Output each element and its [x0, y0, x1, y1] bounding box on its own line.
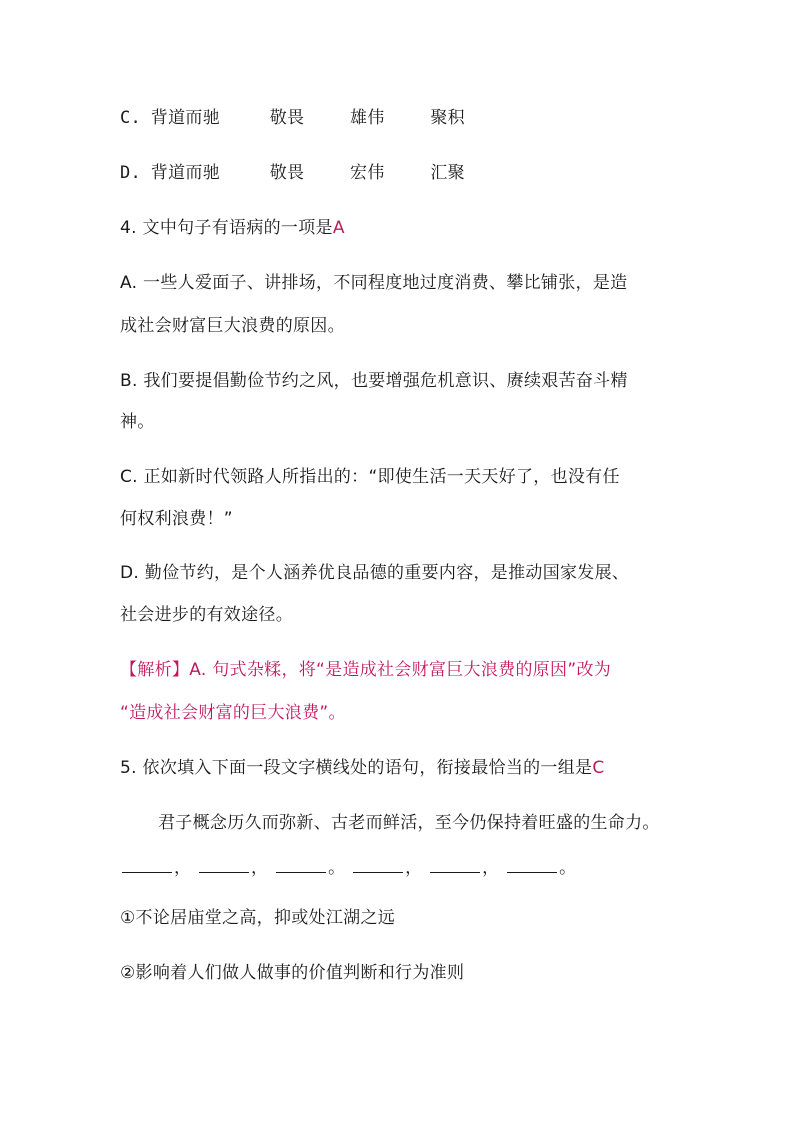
- q4-option-b-line-2: 神。: [120, 412, 155, 432]
- option-word-3: 雄伟: [350, 108, 385, 128]
- answer-key: C: [592, 758, 605, 778]
- q4-option-d-line-2: 社会进步的有效途径。: [120, 605, 293, 625]
- blank-line: [507, 856, 557, 873]
- question-5-stem: [120, 756, 605, 780]
- blank-line: [353, 856, 403, 873]
- q4-analysis-line-1: 【解析】A. 句式杂糅，将“是造成社会财富巨大浪费的原因”改为: [120, 660, 612, 680]
- q4-option-c-line-1: C. 正如新时代领路人所指出的：“即使生活一天天好了，也没有任: [120, 467, 620, 487]
- option-c-row: [120, 106, 465, 130]
- option-word-2: 敬畏: [269, 108, 305, 128]
- q5-item-2: ②影响着人们做人做事的价值判断和行为准则: [120, 963, 465, 983]
- blank-separator: 。: [559, 858, 577, 878]
- blank-line: [199, 856, 249, 873]
- question-4-stem: [120, 216, 345, 240]
- blank-separator: 。: [328, 858, 346, 878]
- answer-key: A: [332, 218, 345, 238]
- blank-line: [276, 856, 326, 873]
- q4-option-d-line-1: D. 勤俭节约，是个人涵养优良品德的重要内容，是推动国家发展、: [120, 563, 630, 583]
- option-d-row: [120, 161, 465, 185]
- q5-blanks-row: [120, 856, 576, 880]
- q4-option-c-line-2: 何权利浪费！”: [120, 509, 233, 529]
- blank-line: [122, 856, 172, 873]
- question-text: 5. 依次填入下面一段文字横线处的语句，衔接最恰当的一组是: [120, 758, 593, 778]
- blank-separator: ，: [405, 858, 423, 878]
- option-letter: D.: [120, 163, 142, 183]
- option-word-1: 背道而驰: [150, 108, 220, 128]
- option-word-2: 敬畏: [269, 163, 305, 183]
- option-word-1: 背道而驰: [150, 163, 220, 183]
- blank-separator: ，: [251, 858, 269, 878]
- q4-option-b-line-1: B. 我们要提倡勤俭节约之风，也要增强危机意识、赓续艰苦奋斗精: [120, 371, 628, 391]
- blank-separator: ，: [482, 858, 500, 878]
- q4-option-a-line-1: A. 一些人爱面子、讲排场，不同程度地过度消费、攀比铺张，是造: [120, 273, 628, 293]
- q5-item-1: ①不论居庙堂之高，抑或处江湖之远: [120, 908, 396, 928]
- blank-separator: ，: [174, 858, 192, 878]
- q5-passage: 君子概念历久而弥新、古老而鲜活，至今仍保持着旺盛的生命力。: [158, 813, 660, 833]
- option-word-3: 宏伟: [350, 163, 385, 183]
- q4-analysis-line-2: “造成社会财富的巨大浪费”。: [120, 703, 346, 723]
- q4-option-a-line-2: 成社会财富巨大浪费的原因。: [120, 316, 345, 336]
- option-word-4: 聚积: [430, 108, 465, 128]
- blank-line: [430, 856, 480, 873]
- option-letter: C.: [120, 108, 142, 128]
- option-word-4: 汇聚: [430, 163, 465, 183]
- question-text: 4. 文中句子有语病的一项是: [120, 218, 333, 238]
